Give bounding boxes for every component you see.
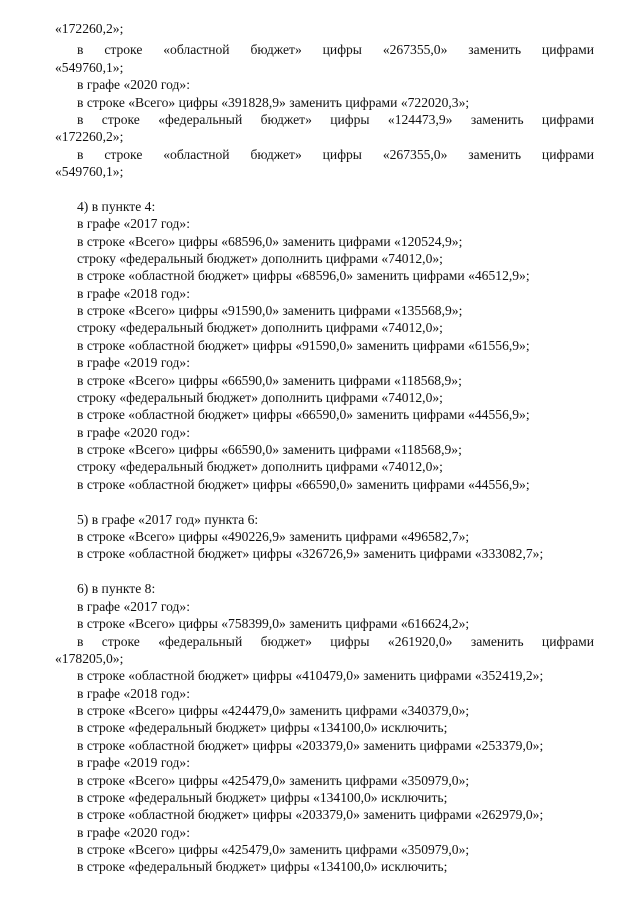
- text-line: строку «федеральный бюджет» дополнить цифрами «74012,0»;: [77, 390, 443, 405]
- text-line: в графе «2020 год»:: [77, 825, 190, 840]
- text-line: в строке «Всего» цифры «758399,0» заменить цифрами «616624,2»;: [77, 616, 470, 631]
- text-line: в графе «2018 год»:: [77, 286, 190, 301]
- text-line: строку «федеральный бюджет» дополнить цифрами «74012,0»;: [77, 459, 443, 474]
- text-line: в графе «2017 год»:: [77, 216, 190, 231]
- text-line: «549760,1»;: [55, 60, 124, 75]
- text-line: строку «федеральный бюджет» дополнить цифрами «74012,0»;: [77, 320, 443, 335]
- text-line: в строке «областной бюджет» цифры «66590,0» заменить цифрами «44556,9»;: [77, 407, 530, 422]
- text-line: в строке «федеральный бюджет» цифры «124473,9» заменить цифрами: [77, 112, 594, 127]
- text-line: в строке «Всего» цифры «425479,0» заменить цифрами «350979,0»;: [77, 842, 470, 857]
- text-line: в строке «Всего» цифры «68596,0» заменить цифрами «120524,9»;: [77, 234, 463, 249]
- text-line: в строке «областной бюджет» цифры «91590,0» заменить цифрами «61556,9»;: [77, 338, 530, 353]
- text-line: в строке «Всего» цифры «391828,9» заменить цифрами «722020,3»;: [77, 95, 470, 110]
- section-heading: 6) в пункте 8:: [77, 581, 156, 596]
- text-line: в строке «областной бюджет» цифры «203379,0» заменить цифрами «253379,0»;: [77, 738, 544, 753]
- text-line: в графе «2017 год»:: [77, 599, 190, 614]
- text-line: в строке «областной бюджет» цифры «68596,0» заменить цифрами «46512,9»;: [77, 268, 530, 283]
- text-line: в строке «Всего» цифры «424479,0» заменить цифрами «340379,0»;: [77, 703, 470, 718]
- text-line: в строке «Всего» цифры «425479,0» заменить цифрами «350979,0»;: [77, 773, 470, 788]
- text-line: в строке «Всего» цифры «91590,0» заменить цифрами «135568,9»;: [77, 303, 463, 318]
- text-line: в графе «2020 год»:: [77, 77, 190, 92]
- text-line: в строке «Всего» цифры «66590,0» заменить цифрами «118568,9»;: [77, 442, 462, 457]
- text-line: в графе «2019 год»:: [77, 755, 190, 770]
- text-line: в графе «2020 год»:: [77, 425, 190, 440]
- text-line: в строке «областной бюджет» цифры «203379,0» заменить цифрами «262979,0»;: [77, 807, 544, 822]
- text-line: в строке «областной бюджет» цифры «326726,9» заменить цифрами «333082,7»;: [77, 546, 544, 561]
- text-line: строку «федеральный бюджет» дополнить цифрами «74012,0»;: [77, 251, 443, 266]
- text-line: «178205,0»;: [55, 651, 124, 666]
- text-line: в строке «федеральный бюджет» цифры «134100,0» исключить;: [77, 790, 448, 805]
- text-line: в строке «федеральный бюджет» цифры «134100,0» исключить;: [77, 859, 448, 874]
- text-line: в строке «областной бюджет» цифры «410479,0» заменить цифрами «352419,2»;: [77, 668, 544, 683]
- section-heading: 5) в графе «2017 год» пункта 6:: [77, 512, 259, 527]
- text-line: «549760,1»;: [55, 164, 124, 179]
- section-heading: 4) в пункте 4:: [77, 199, 156, 214]
- text-line: «172260,2»;: [55, 129, 124, 144]
- text-line: в строке «областной бюджет» цифры «66590,0» заменить цифрами «44556,9»;: [77, 477, 530, 492]
- text-line: в строке «Всего» цифры «66590,0» заменить цифрами «118568,9»;: [77, 373, 462, 388]
- text-line: в строке «федеральный бюджет» цифры «134100,0» исключить;: [77, 720, 448, 735]
- text-line: в строке «Всего» цифры «490226,9» заменить цифрами «496582,7»;: [77, 529, 470, 544]
- text-line: «172260,2»;: [55, 21, 124, 36]
- text-line: в графе «2018 год»:: [77, 686, 190, 701]
- text-line: в строке «областной бюджет» цифры «267355,0» заменить цифрами: [77, 42, 594, 57]
- text-line: в графе «2019 год»:: [77, 355, 190, 370]
- text-line: в строке «федеральный бюджет» цифры «261920,0» заменить цифрами: [77, 634, 594, 649]
- text-line: в строке «областной бюджет» цифры «267355,0» заменить цифрами: [77, 147, 594, 162]
